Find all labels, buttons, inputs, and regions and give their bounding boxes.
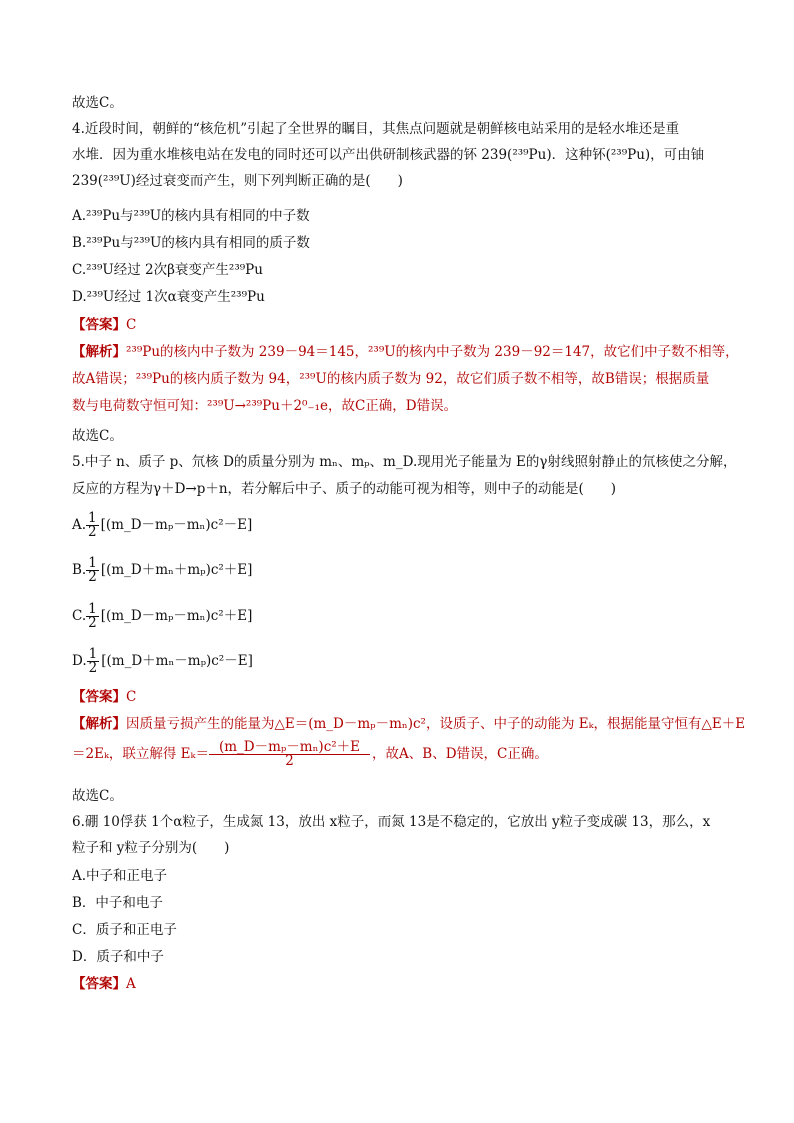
q5-stem-line-1: 5.中子 n、质子 p、氘核 D的质量分别为 mₙ、mₚ、m_D.现用光子能量为 E的γ射线照射静止的氘核使之分解， — [72, 454, 737, 470]
q4-stem-line-3: 239(²³⁹U)经过衰变而产生，则下列判断正确的是( ) — [72, 173, 403, 189]
q5-option-a: A. $\frac{1}{2}$ [(m_D－mₚ－mₙ)c²－E] — [72, 510, 253, 540]
q6-option-c: C．质子和正电子 — [72, 922, 177, 938]
q4-option-d: D.²³⁹U经过 1次α衰变产生²³⁹Pu — [72, 289, 265, 305]
answer-value: C — [126, 317, 137, 333]
q6-answer — [72, 974, 136, 994]
q5-option-b: B. $\frac{1}{2}$ [(m_D＋mₙ＋mₚ)c²＋E] — [72, 555, 253, 585]
q6-option-b: B．中子和电子 — [72, 895, 163, 911]
q5-answer — [72, 687, 136, 707]
q5-option-d: D. $\frac{1}{2}$ [(m_D＋mₙ－mₚ)c²－E] — [72, 646, 253, 676]
analysis-tag: 【解析】 — [72, 344, 126, 360]
q4-answer — [72, 315, 136, 335]
half-fraction: $\frac{1}{2}$ — [88, 601, 97, 631]
answer-tag: 【答案】 — [72, 976, 126, 992]
q4-option-b: B.²³⁹Pu与²³⁹U的核内具有相同的质子数 — [72, 235, 310, 251]
q6-option-d: D．质子和中子 — [72, 949, 164, 965]
q6-stem-line-1: 6.硼 10俘获 1个α粒子，生成氮 13，放出 x粒子，而氮 13是不稳定的，它放出 y粒子变成碳 13，那么，x — [72, 814, 711, 830]
analysis-text: 因质量亏损产生的能量为△E＝(m_D－mₚ－mₙ)c²，设质子、中子的动能为 Eₖ，根据能量守恒有△E＋E — [126, 716, 746, 732]
q4-analysis-line-3: 数与电荷数守恒可知：²³⁹U→²³⁹Pu＋2⁰₋₁e，故C正确，D错误。 — [72, 398, 458, 414]
q5-conclusion: 故选C。 — [72, 788, 123, 804]
q4-stem-line-2: 水堆．因为重水堆核电站在发电的同时还可以产出供研制核武器的钚 239(²³⁹Pu)．这种钚(²³⁹Pu)，可由铀 — [72, 147, 705, 163]
q4-analysis-line-1 — [72, 342, 739, 362]
q4-option-a: A.²³⁹Pu与²³⁹U的核内具有相同的中子数 — [72, 208, 310, 224]
q4-analysis-line-2: 故A错误；²³⁹Pu的核内质子数为 94，²³⁹U的核内质子数为 92，故它们质子数不相等，故B错误；根据质量 — [72, 371, 710, 387]
q4-option-c: C.²³⁹U经过 2次β衰变产生²³⁹Pu — [72, 262, 263, 278]
half-fraction: $\frac{1}{2}$ — [88, 555, 97, 585]
answer-tag: 【答案】 — [72, 689, 126, 705]
analysis-tag: 【解析】 — [72, 716, 126, 732]
q4-stem-line-1: 4.近段时间，朝鲜的“核危机”引起了全世界的瞩目，其焦点问题就是朝鲜核电站采用的是轻水堆还是重 — [72, 121, 680, 137]
q4-conclusion: 故选C。 — [72, 428, 123, 444]
q5-stem-line-2: 反应的方程为γ＋D→p＋n，若分解后中子、质子的动能可视为相等，则中子的动能是( ) — [72, 481, 617, 497]
kinetic-energy-fraction: $\frac{\text{(m\_D－mₚ－mₙ)c²＋E}}{2}$ — [209, 741, 370, 768]
prev-conclusion: 故选C。 — [72, 95, 123, 111]
answer-value: A — [126, 976, 136, 992]
half-fraction: $\frac{1}{2}$ — [88, 510, 97, 540]
answer-tag: 【答案】 — [72, 317, 126, 333]
q6-option-a: A.中子和正电子 — [72, 868, 168, 884]
analysis-text: ²³⁹Pu的核内中子数为 239－94＝145，²³⁹U的核内中子数为 239－92＝147，故它们中子数不相等， — [126, 344, 739, 360]
q5-analysis-line-2: ＝2Eₖ，联立解得 Eₖ＝ $\frac{\text{(m\_D－mₚ－mₙ)c²＋E}}{2}$ ，故A、B、D错误，C正确。 — [72, 739, 548, 769]
q6-stem-line-2: 粒子和 y粒子分别为( ) — [72, 840, 230, 856]
q5-analysis-line-1 — [72, 714, 745, 734]
q5-option-c: C. $\frac{1}{2}$ [(m_D－mₚ－mₙ)c²＋E] — [72, 601, 253, 631]
answer-value: C — [126, 689, 137, 705]
half-fraction: $\frac{1}{2}$ — [88, 646, 98, 676]
